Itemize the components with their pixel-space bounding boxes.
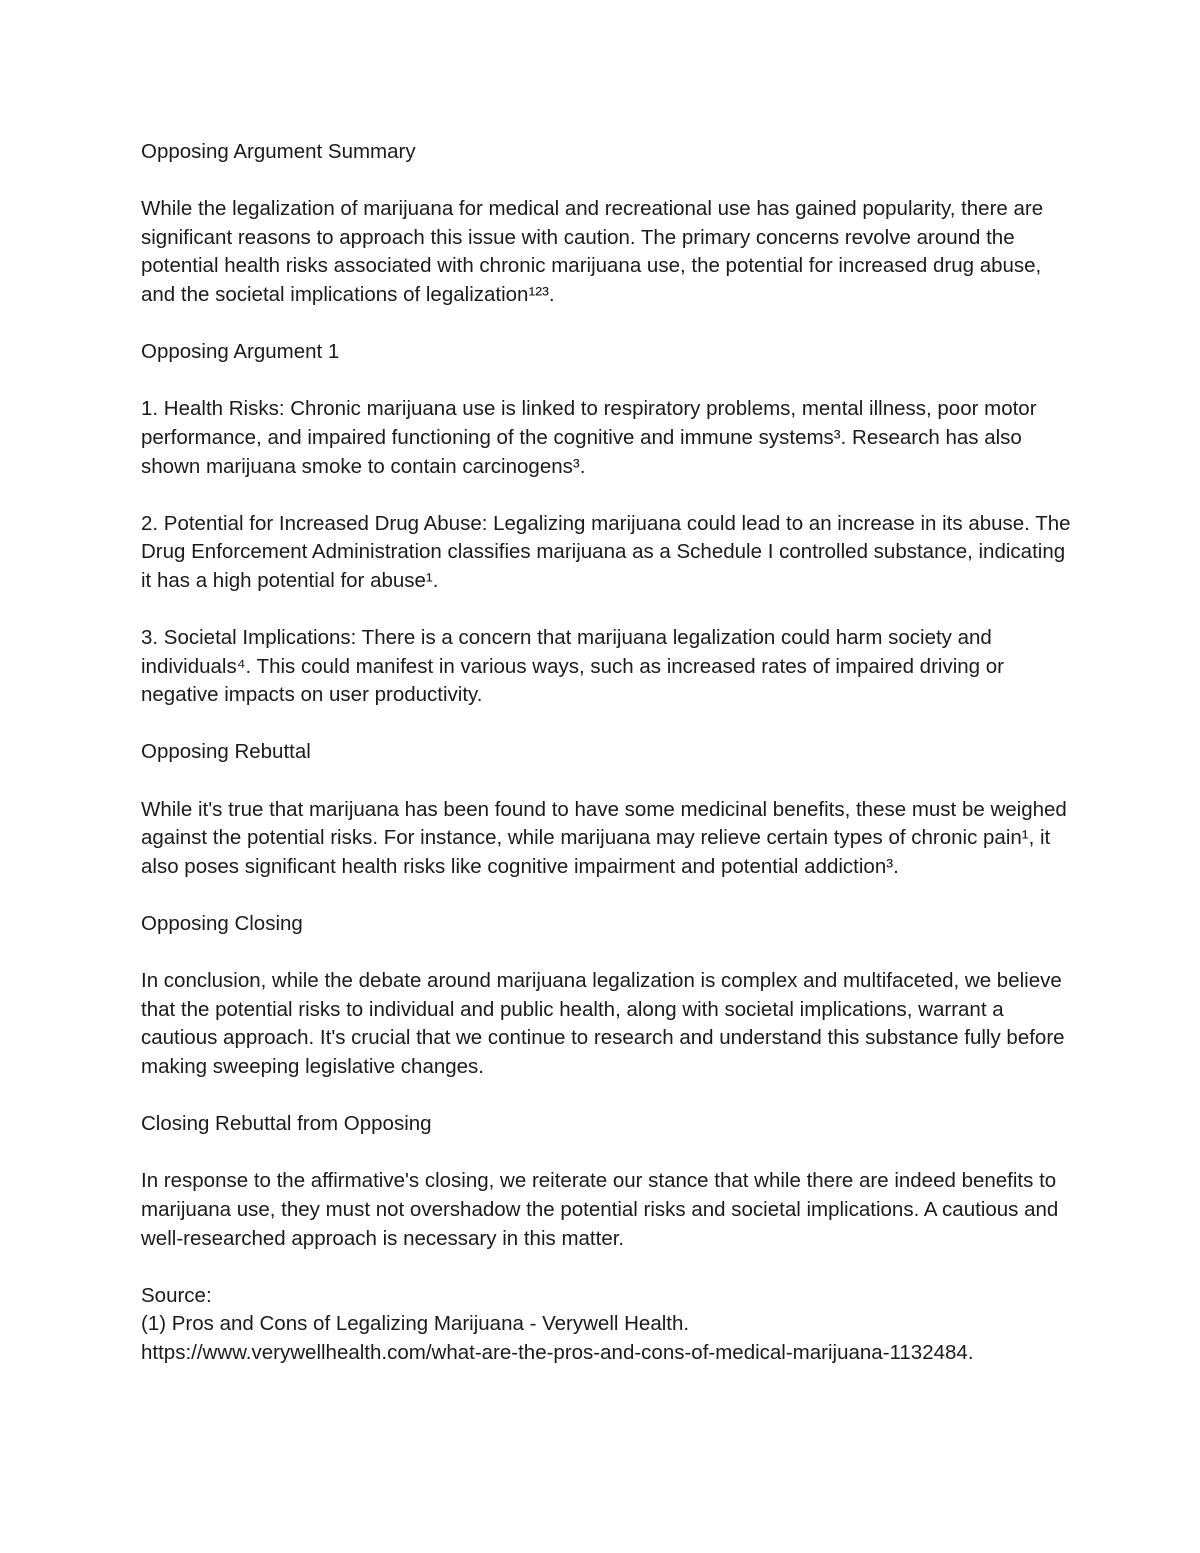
rebuttal-paragraph: While it's true that marijuana has been found to have some medicinal benefits, these must be weighed against the potential risks. For instance, while marijuana may relieve certain types of chronic pain¹, it also poses significant health risks like cognitive impairment and potential addiction³. (141, 797, 1067, 878)
closing-rebuttal-paragraph: In response to the affirmative's closing, we reiterate our stance that while there are indeed benefits to marijuana use, they must not overshadow the potential risks and societal implications. A cautious and well-researched approach is necessary in this matter. (141, 1169, 1059, 1250)
closing-paragraph: In conclusion, while the debate around marijuana legalization is complex and multifaceted, we believe that the potential risks to individual and public health, along with societal implications, warrant a cautious approach. It's crucial that we continue to research and understand this substance fully before making sweeping legislative changes. (141, 969, 1065, 1078)
summary-paragraph: While the legalization of marijuana for medical and recreational use has gained popularity, there are significant reasons to approach this issue with caution. The primary concerns revolve around the potential health risks associated with chronic marijuana use, the potential for increased drug abuse, and the societal implications of legalization¹²³. (141, 197, 1044, 306)
argument1-heading: Opposing Argument 1 (141, 340, 340, 364)
closing-heading: Opposing Closing (141, 912, 303, 936)
closing-rebuttal-heading: Closing Rebuttal from Opposing (141, 1112, 432, 1136)
source-url: https://www.verywellhealth.com/what-are-the-pros-and-cons-of-medical-marijuana-1132484. (141, 1340, 974, 1364)
rebuttal-heading: Opposing Rebuttal (141, 740, 311, 764)
source-block (141, 1282, 1071, 1368)
source-entry: (1) Pros and Cons of Legalizing Marijuana - Verywell Health. (141, 1312, 690, 1336)
source-label: Source: (141, 1283, 212, 1307)
argument-point-health-risks: 1. Health Risks: Chronic marijuana use is linked to respiratory problems, mental illness, poor motor performance, and impaired functioning of the cognitive and immune systems³. Research has also shown marijuana smoke to contain carcinogens³. (141, 397, 1037, 478)
argument-point-drug-abuse: 2. Potential for Increased Drug Abuse: Legalizing marijuana could lead to an increase in its abuse. The Drug Enforcement Administration classifies marijuana as a Schedule I controlled substance, indicating it has a high potential for abuse¹. (141, 511, 1071, 592)
document-page (141, 138, 1071, 1368)
summary-heading: Opposing Argument Summary (141, 140, 416, 163)
argument-point-societal-implications: 3. Societal Implications: There is a concern that marijuana legalization could harm society and individuals⁴. This could manifest in various ways, such as increased rates of impaired driving or negative impacts on user productivity. (141, 626, 1004, 707)
